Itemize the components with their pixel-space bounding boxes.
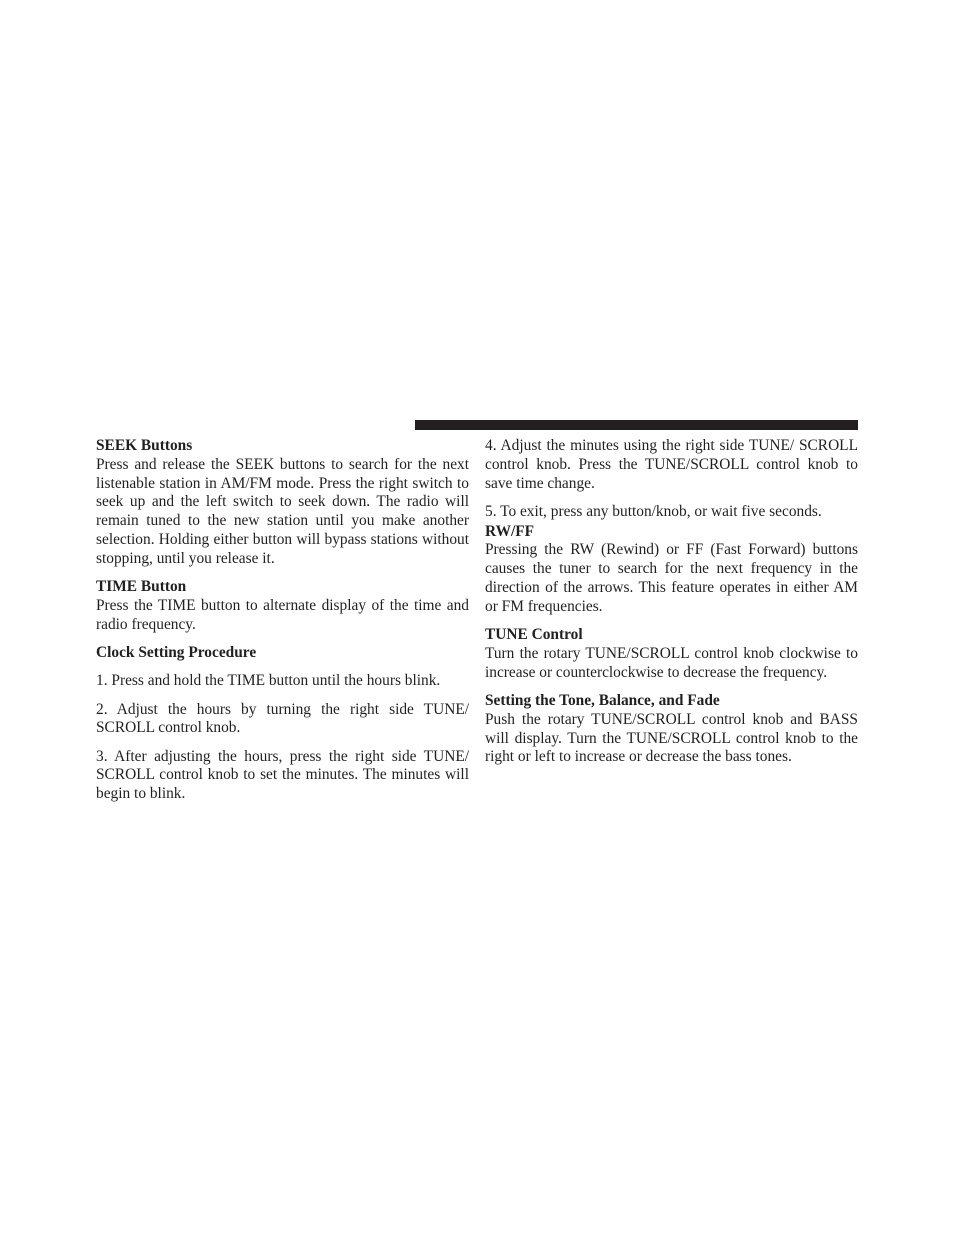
seek-buttons-text: Press and release the SEEK buttons to search for the next listenable station in AM/FM mode. Press the right switch to seek up and the left switch to seek down. The radio will remain tuned to the new station until you make another selection. Holding either button will bypass stations without stopping, until you release it.	[96, 455, 469, 567]
clock-setting-heading: Clock Setting Procedure	[96, 643, 257, 661]
right-column	[485, 437, 858, 767]
rwff-heading: RW/FF	[485, 522, 535, 540]
rwff-text: Pressing the RW (Rewind) or FF (Fast Forward) buttons causes the tuner to search for the next frequency in the direction of the arrows. This feature operates in either AM or FM frequencies.	[485, 541, 858, 615]
time-button-text: Press the TIME button to alternate display of the time and radio frequency.	[96, 596, 469, 633]
tone-balance-fade-text: Push the rotary TUNE/SCROLL control knob and BASS will display. Turn the TUNE/SCROLL control knob to the right or left to increase or decrease the bass tones.	[485, 710, 858, 766]
section-header-rule	[415, 420, 858, 430]
left-column	[96, 437, 469, 804]
clock-step-4: 4. Adjust the minutes using the right side TUNE/ SCROLL control knob. Press the TUNE/SCROLL control knob to save time change.	[485, 437, 858, 492]
clock-step-1: 1. Press and hold the TIME button until the hours blink.	[96, 672, 441, 690]
tune-control-text: Turn the rotary TUNE/SCROLL control knob clockwise to increase or counterclockwise to decrease the frequency.	[485, 644, 858, 681]
clock-step-2: 2. Adjust the hours by turning the right side TUNE/ SCROLL control knob.	[96, 700, 469, 737]
tone-balance-fade-heading: Setting the Tone, Balance, and Fade	[485, 692, 720, 710]
seek-buttons-heading: SEEK Buttons	[96, 437, 193, 454]
clock-step-5: 5. To exit, press any button/knob, or wait five seconds.	[485, 502, 822, 520]
time-button-heading: TIME Button	[96, 578, 187, 596]
clock-step-3: 3. After adjusting the hours, press the right side TUNE/ SCROLL control knob to set the minutes. The minutes will begin to blink.	[96, 747, 469, 803]
tune-control-heading: TUNE Control	[485, 626, 583, 644]
